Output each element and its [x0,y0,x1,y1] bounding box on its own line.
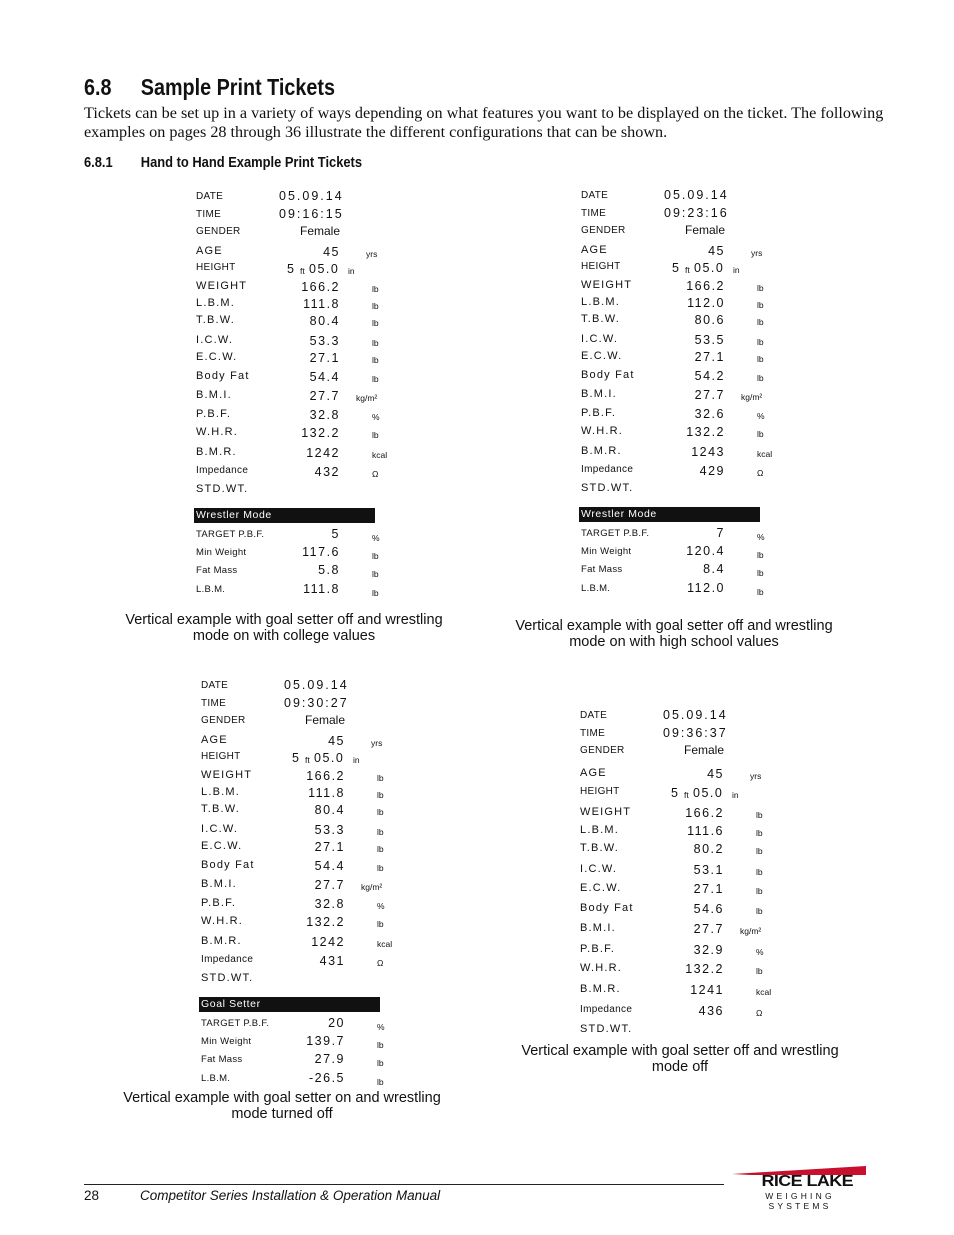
label-bmr: B.M.R. [201,935,242,947]
label-weight: WEIGHT [196,280,248,292]
value-lbm: 111.8 [308,786,345,800]
label-stdwt: STD.WT. [201,972,254,984]
value-tbw: 80.2 [693,842,724,856]
section-number: 6.8 [84,74,112,100]
label-bmr: B.M.R. [196,446,237,458]
value-time: 09:30:27 [284,696,349,710]
label-icw: I.C.W. [201,823,239,835]
label-body-fat: Body Fat [201,859,255,871]
value-height-in: 05.0 [694,261,725,275]
unit-target-pbf: % [757,532,765,542]
label-impedance: Impedance [201,954,254,965]
value-height-ft: 5 [287,262,296,276]
label-body-fat: Body Fat [196,370,250,382]
subsection-heading [84,154,362,171]
unit-ecw: lb [377,844,384,854]
manual-title: Competitor Series Installation & Operation Manual [140,1188,441,1203]
print-ticket [201,677,401,1097]
value-ecw: 27.1 [314,840,345,854]
unit-in: in [353,755,360,765]
label-pbf: P.B.F. [196,408,232,420]
unit-fat-mass: lb [377,1058,384,1068]
unit-bmr: kcal [372,450,388,460]
value-icw: 53.1 [693,863,724,878]
value-height-in: 05.0 [693,786,724,800]
value-body-fat: 54.2 [694,369,725,383]
label-pbf: P.B.F. [201,897,237,909]
value-impedance: 436 [698,1003,724,1018]
unit-yrs: yrs [751,248,763,258]
label-gender: GENDER [196,226,241,237]
value-weight: 166.2 [685,805,724,820]
label-time: TIME [201,698,227,709]
unit-ft: ft [305,755,310,765]
unit-pbf: % [377,901,385,911]
unit-bmi: kg/m² [741,392,763,402]
value-icw: 53.5 [694,333,725,347]
label-whr: W.H.R. [201,915,244,927]
value-lbm: 112.0 [687,296,725,310]
unit-ecw: lb [372,355,379,365]
label-ecw: E.C.W. [196,351,238,363]
value-pbf: 32.8 [309,408,340,422]
value-date: 05.09.14 [664,188,729,202]
label-height: HEIGHT [580,786,620,797]
value-fat-mass: 5.8 [318,563,340,577]
label-fat-mass: Fat Mass [581,564,623,575]
label-stdwt: STD.WT. [196,483,249,495]
unit-bmr: kcal [756,987,772,998]
unit-impedance: Ω [372,469,379,479]
label-lbm: L.B.M. [581,296,620,308]
label-date: DATE [196,191,224,202]
unit-bmr: kcal [757,449,773,459]
value-whr: 132.2 [306,915,345,929]
value-bmi: 27.7 [309,389,340,403]
label-impedance: Impedance [196,465,249,476]
caption-ticket-4: Vertical example with goal setter off and wrestling mode off [521,1043,839,1075]
mode-banner: Goal Setter [199,997,380,1012]
label-tbw: T.B.W. [581,313,620,325]
unit-tbw: lb [757,317,764,327]
unit-icw: lb [372,338,379,348]
label-pbf: P.B.F. [581,407,617,419]
value-tbw: 80.6 [694,313,725,327]
label-lbm-extra: L.B.M. [581,583,611,594]
value-body-fat: 54.4 [314,859,345,873]
intro-paragraph: Tickets can be set up in a variety of ways depending on what features you want to be displayed on the ticket. The following examples on pages 28 through 36 illustrate the different configurations that can be shown. [84,104,884,141]
section-heading [84,74,335,101]
value-whr: 132.2 [301,426,340,440]
rice-lake-logo [730,1166,868,1211]
label-tbw: T.B.W. [196,314,235,326]
value-gender: Female [304,713,345,727]
page-number: 28 [84,1188,100,1203]
label-min-weight: Min Weight [581,546,632,557]
unit-pbf: % [756,946,764,957]
value-min-weight: 117.6 [302,545,340,559]
unit-lbm: lb [757,300,764,310]
label-bmi: B.M.I. [196,389,232,401]
label-min-weight: Min Weight [196,547,247,558]
label-height: HEIGHT [581,261,621,272]
unit-tbw: lb [372,318,379,328]
label-whr: W.H.R. [580,962,623,974]
label-ecw: E.C.W. [201,840,243,852]
label-tbw: T.B.W. [580,842,619,854]
unit-fat-mass: lb [757,568,764,578]
label-ecw: E.C.W. [580,881,622,894]
unit-impedance: Ω [757,468,764,478]
value-height-ft: 5 [292,751,301,765]
label-stdwt: STD.WT. [580,1023,633,1035]
value-gender: Female [683,743,724,757]
value-ecw: 27.1 [694,350,725,364]
unit-tbw: lb [756,846,763,856]
unit-in: in [733,265,740,275]
unit-body-fat: lb [377,863,384,873]
value-pbf: 32.8 [314,897,345,911]
label-lbm-extra: L.B.M. [196,584,226,595]
unit-lbm-extra: lb [377,1077,384,1087]
label-whr: W.H.R. [196,426,239,438]
value-date: 05.09.14 [279,189,344,203]
label-stdwt: STD.WT. [581,482,634,494]
unit-whr: lb [756,966,763,976]
unit-yrs: yrs [750,771,762,781]
unit-lbm: lb [756,827,763,838]
value-min-weight: 139.7 [306,1034,345,1048]
unit-in: in [348,266,355,276]
footer-rule [84,1184,724,1185]
caption-ticket-3: Vertical example with goal setter on and wrestling mode turned off [123,1090,441,1122]
value-tbw: 80.4 [314,803,345,817]
value-lbm-extra: -26.5 [309,1071,345,1085]
label-date: DATE [201,680,229,691]
value-icw: 53.3 [314,823,345,837]
unit-icw: lb [756,867,763,878]
unit-whr: lb [372,430,379,440]
value-age: 45 [707,767,724,781]
value-ecw: 27.1 [693,881,724,896]
label-target-pbf: TARGET P.B.F. [581,528,650,539]
unit-pbf: % [757,411,765,421]
value-time: 09:23:16 [664,206,729,220]
label-age: AGE [201,734,228,746]
value-lbm-extra: 112.0 [687,581,725,595]
unit-bmi: kg/m² [361,882,383,892]
section-title: Sample Print Tickets [140,74,335,100]
unit-lbm: lb [377,790,384,800]
value-bmi: 27.7 [694,388,725,402]
caption-ticket-1: Vertical example with goal setter off and wrestling mode on with college values [125,612,443,644]
label-age: AGE [581,244,608,256]
value-whr: 132.2 [685,962,724,976]
value-gender: Female [684,223,725,237]
label-body-fat: Body Fat [581,369,635,381]
label-fat-mass: Fat Mass [196,565,238,576]
value-lbm-extra: 111.8 [303,582,340,596]
print-ticket [196,188,396,608]
label-bmr: B.M.R. [580,983,621,996]
label-body-fat: Body Fat [580,902,634,914]
mode-banner: Wrestler Mode [194,508,375,523]
unit-yrs: yrs [366,249,378,259]
unit-impedance: Ω [377,958,384,968]
unit-min-weight: lb [372,551,379,561]
unit-body-fat: lb [372,374,379,384]
label-time: TIME [196,209,222,220]
value-height-in: 05.0 [314,751,345,765]
value-bmr: 1241 [690,983,724,998]
value-gender: Female [299,224,340,238]
unit-icw: lb [757,337,764,347]
label-pbf: P.B.F. [580,942,616,955]
value-date: 05.09.14 [663,708,728,722]
value-age: 45 [323,245,340,259]
label-date: DATE [580,710,608,721]
value-whr: 132.2 [686,425,725,439]
value-lbm: 111.8 [303,297,340,311]
value-time: 09:16:15 [279,207,344,221]
mode-banner: Wrestler Mode [579,507,760,522]
label-height: HEIGHT [201,751,241,762]
unit-ecw: lb [757,354,764,364]
label-fat-mass: Fat Mass [201,1054,243,1065]
logo-subtitle: WEIGHING SYSTEMS [765,1191,835,1211]
unit-tbw: lb [377,807,384,817]
unit-bmr: kcal [377,939,393,949]
value-bmi: 27.7 [693,922,724,937]
unit-weight: lb [372,284,379,294]
unit-yrs: yrs [371,738,383,748]
unit-fat-mass: lb [372,569,379,579]
label-time: TIME [580,728,606,739]
unit-whr: lb [377,919,384,929]
unit-impedance: Ω [756,1007,763,1018]
value-lbm: 111.6 [687,823,724,838]
value-weight: 166.2 [686,279,725,293]
value-bmr: 1243 [691,445,725,459]
unit-ft: ft [300,266,305,276]
value-bmi: 27.7 [314,878,345,892]
value-target-pbf: 5 [331,527,340,541]
unit-whr: lb [757,429,764,439]
label-tbw: T.B.W. [201,803,240,815]
label-impedance: Impedance [581,464,634,475]
label-lbm-extra: L.B.M. [201,1073,231,1084]
label-lbm: L.B.M. [580,823,619,836]
unit-min-weight: lb [757,550,764,560]
value-impedance: 432 [314,465,340,479]
value-fat-mass: 8.4 [703,562,725,576]
unit-lbm: lb [372,301,379,311]
unit-weight: lb [757,283,764,293]
unit-body-fat: lb [757,373,764,383]
unit-lbm-extra: lb [757,587,764,597]
label-bmr: B.M.R. [581,445,622,457]
label-height: HEIGHT [196,262,236,273]
label-min-weight: Min Weight [201,1036,252,1047]
unit-target-pbf: % [377,1022,385,1032]
unit-weight: lb [377,773,384,783]
label-target-pbf: TARGET P.B.F. [196,529,265,540]
label-gender: GENDER [580,745,625,756]
value-icw: 53.3 [309,334,340,348]
label-bmi: B.M.I. [201,878,237,890]
label-gender: GENDER [581,225,626,236]
value-height-in: 05.0 [309,262,340,276]
label-icw: I.C.W. [581,333,619,345]
label-target-pbf: TARGET P.B.F. [201,1018,270,1029]
value-impedance: 429 [699,464,725,478]
label-bmi: B.M.I. [581,388,617,400]
unit-target-pbf: % [372,533,380,543]
unit-ft: ft [684,790,689,800]
subsection-number: 6.8.1 [84,154,113,171]
unit-weight: lb [756,809,763,820]
value-date: 05.09.14 [284,678,349,692]
value-height-ft: 5 [672,261,681,275]
print-ticket [581,187,781,607]
unit-pbf: % [372,412,380,422]
value-fat-mass: 27.9 [314,1052,345,1066]
value-pbf: 32.9 [693,942,724,957]
value-bmr: 1242 [311,935,345,949]
unit-min-weight: lb [377,1040,384,1050]
value-time: 09:36:37 [663,726,728,740]
value-target-pbf: 20 [328,1016,345,1030]
label-weight: WEIGHT [201,769,253,781]
label-date: DATE [581,190,609,201]
value-impedance: 431 [319,954,345,968]
value-min-weight: 120.4 [686,544,725,558]
label-ecw: E.C.W. [581,350,623,362]
value-age: 45 [328,734,345,748]
label-bmi: B.M.I. [580,922,616,935]
value-body-fat: 54.4 [309,370,340,384]
label-weight: WEIGHT [580,805,632,818]
unit-bmi: kg/m² [356,393,378,403]
value-weight: 166.2 [301,280,340,294]
label-weight: WEIGHT [581,279,633,291]
value-target-pbf: 7 [716,526,725,540]
label-icw: I.C.W. [580,863,618,876]
unit-bmi: kg/m² [740,926,762,937]
unit-ecw: lb [756,885,763,896]
unit-body-fat: lb [756,906,763,916]
unit-ft: ft [685,265,690,275]
unit-lbm-extra: lb [372,588,379,598]
subsection-title: Hand to Hand Example Print Tickets [140,154,363,171]
label-age: AGE [580,767,607,779]
label-impedance: Impedance [580,1003,633,1015]
label-icw: I.C.W. [196,334,234,346]
value-weight: 166.2 [306,769,345,783]
value-age: 45 [708,244,725,258]
unit-in: in [732,790,739,800]
value-ecw: 27.1 [309,351,340,365]
label-lbm: L.B.M. [196,297,235,309]
value-pbf: 32.6 [694,407,725,421]
logo-wordmark: RICE LAKE [761,1173,854,1190]
value-body-fat: 54.6 [693,902,724,916]
label-age: AGE [196,245,223,257]
caption-ticket-2: Vertical example with goal setter off and wrestling mode on with high school values [515,618,833,650]
label-time: TIME [581,208,607,219]
value-tbw: 80.4 [309,314,340,328]
value-bmr: 1242 [306,446,340,460]
label-lbm: L.B.M. [201,786,240,798]
value-height-ft: 5 [671,786,680,800]
label-gender: GENDER [201,715,246,726]
unit-icw: lb [377,827,384,837]
label-whr: W.H.R. [581,425,624,437]
